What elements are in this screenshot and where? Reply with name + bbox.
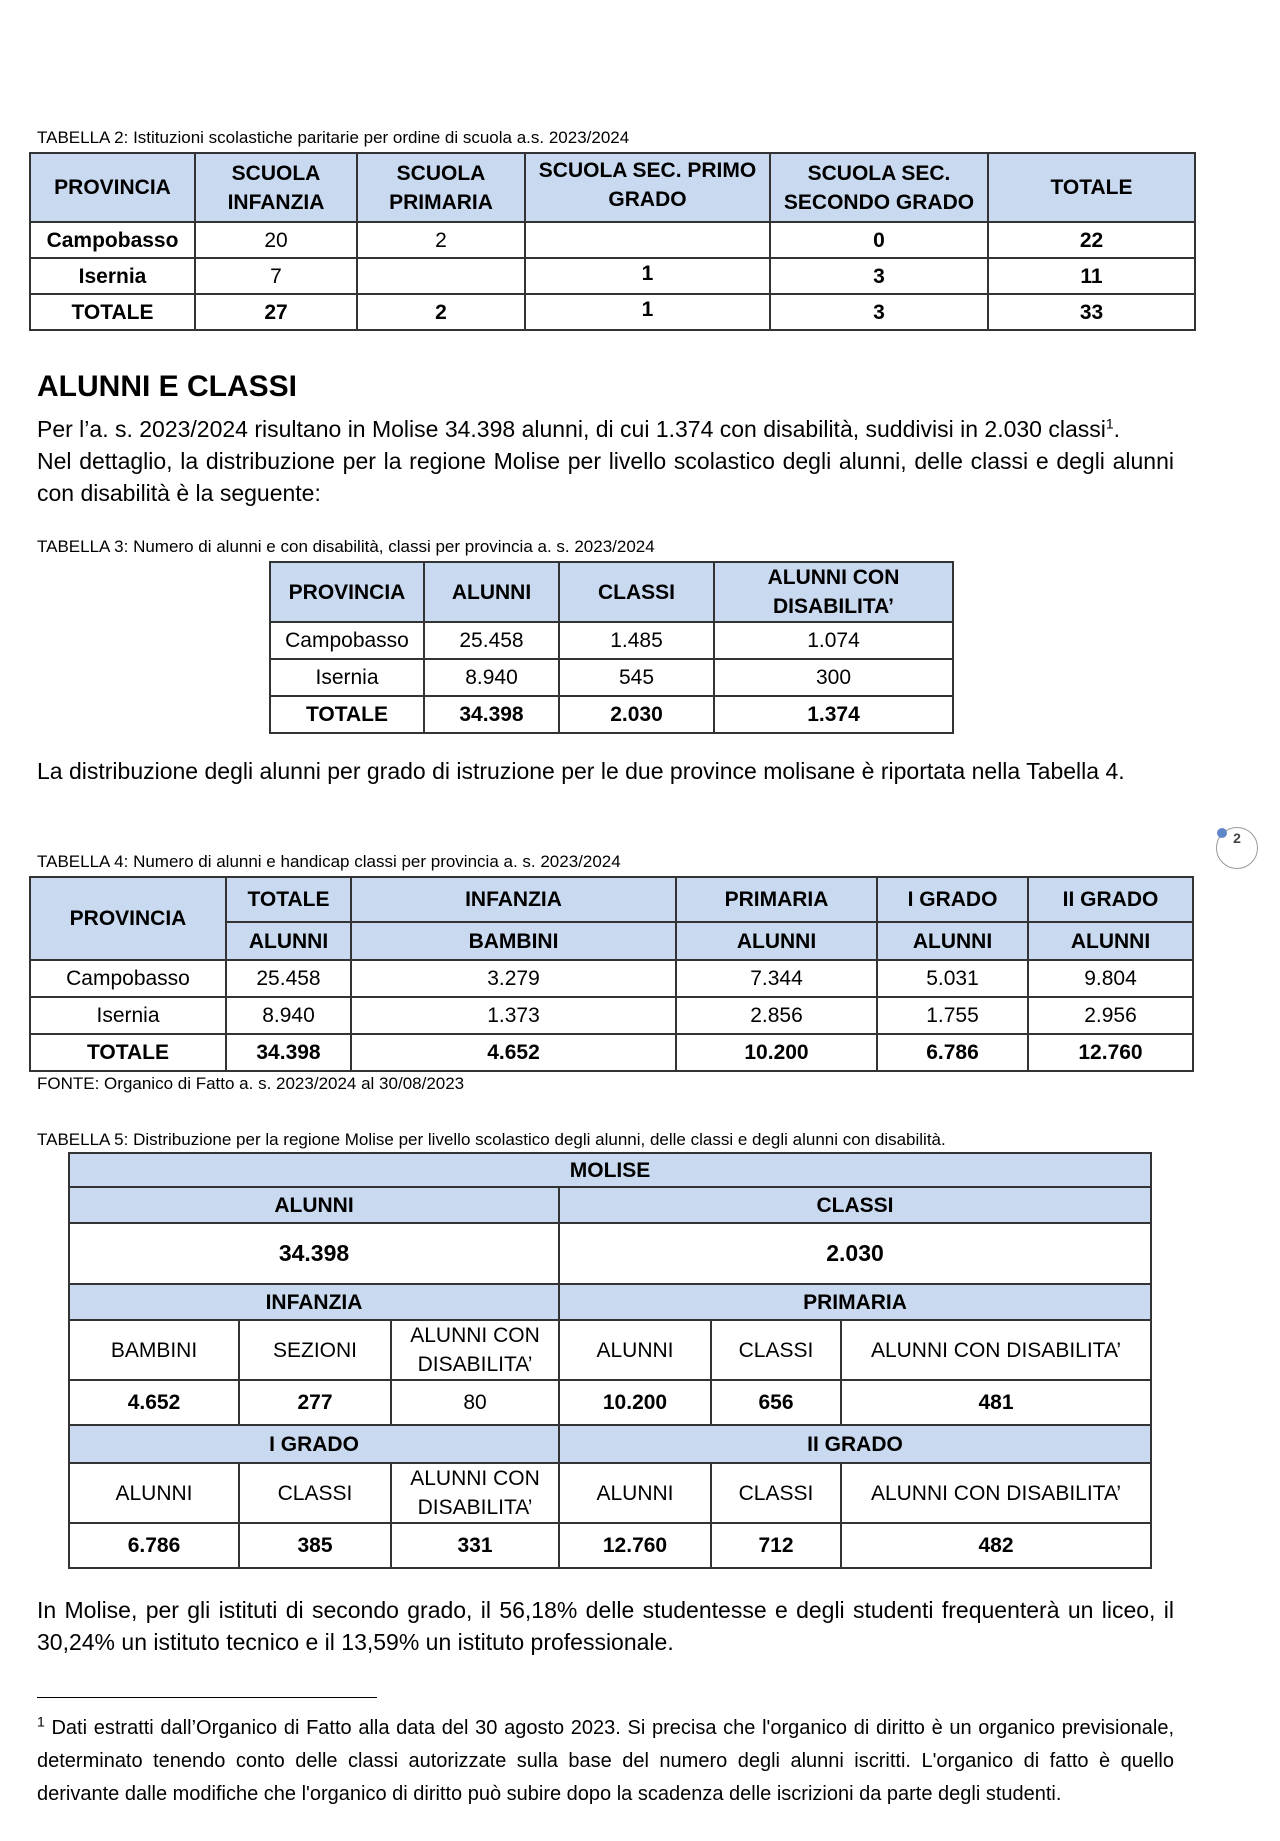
table-cell: 3 [770, 294, 988, 330]
table-cell: CLASSI [711, 1463, 841, 1523]
table-cell: 277 [239, 1380, 391, 1425]
table-cell: 12.760 [1028, 1034, 1193, 1071]
table-cell: 80 [391, 1380, 559, 1425]
table-label-row [69, 1320, 1151, 1380]
col-header: TOTALE [226, 877, 351, 922]
col-header: II GRADO [1028, 877, 1193, 922]
table-cell: 482 [841, 1523, 1151, 1568]
table-cell: 25.458 [226, 960, 351, 997]
table-cell: ALUNNI [69, 1463, 239, 1523]
section-header-primaria: PRIMARIA [559, 1284, 1151, 1320]
table-cell: 1.374 [714, 696, 953, 733]
intro-text-2: Nel dettaglio, la distribuzione per la regione Molise per livello scolastico degli alunni, delle classi e degli alunni con disabilità è la seguente: [37, 448, 1174, 506]
table-cell: 545 [559, 659, 714, 696]
table-cell: 656 [711, 1380, 841, 1425]
table-cell: 1 [525, 294, 770, 330]
table-cell: 2.956 [1028, 997, 1193, 1034]
intro-paragraph [37, 413, 1174, 509]
table2 [29, 152, 1196, 331]
intro-text-end: . [1113, 416, 1121, 442]
table-cell: CLASSI [711, 1320, 841, 1380]
table-cell: 8.940 [424, 659, 559, 696]
table-cell: 27 [195, 294, 357, 330]
table4-caption: TABELLA 4: Numero di alunni e handicap classi per provincia a. s. 2023/2024 [37, 852, 621, 871]
table-cell [357, 258, 525, 294]
col-subheader: ALUNNI [226, 922, 351, 960]
table-cell: 1.755 [877, 997, 1028, 1034]
col-header: PROVINCIA [30, 877, 226, 960]
col-header: I GRADO [877, 877, 1028, 922]
col-subheader: ALUNNI [1028, 922, 1193, 960]
footnote [37, 1712, 1174, 1811]
table-cell: 5.031 [877, 960, 1028, 997]
table-cell: 3 [770, 258, 988, 294]
table-cell: ALUNNI CON DISABILITA’ [841, 1320, 1151, 1380]
col-header: SCUOLA PRIMARIA [357, 153, 525, 222]
table-cell: 25.458 [424, 622, 559, 659]
table-cell: 1 [525, 258, 770, 294]
table-cell: 4.652 [69, 1380, 239, 1425]
col-header: PROVINCIA [270, 562, 424, 622]
table-cell: 6.786 [69, 1523, 239, 1568]
table-cell: 20 [195, 222, 357, 258]
table-cell: ALUNNI CON DISABILITA’ [391, 1320, 559, 1380]
closing-paragraph: In Molise, per gli istituti di secondo grado, il 56,18% delle studentesse e degli studenti frequenterà un liceo, il 30,24% un istituto tecnico e il 13,59% un istituto professionale. [37, 1597, 1174, 1655]
col-header: INFANZIA [351, 877, 676, 922]
table4-intro: La distribuzione degli alunni per grado di istruzione per le due province molisane è riportata nella Tabella 4. [37, 758, 1125, 784]
table-header-row [270, 562, 953, 622]
section-header-iigrado: II GRADO [559, 1425, 1151, 1463]
table-header-row [69, 1425, 1151, 1463]
table-cell: BAMBINI [69, 1320, 239, 1380]
table-cell: 331 [391, 1523, 559, 1568]
col-header: SCUOLA SEC. PRIMO GRADO [525, 153, 770, 222]
table-cell: 9.804 [1028, 960, 1193, 997]
table-cell: 481 [841, 1380, 1151, 1425]
table5 [68, 1152, 1152, 1569]
table-cell: Campobasso [30, 222, 195, 258]
table-cell: 2.856 [676, 997, 877, 1034]
table-header-row [30, 877, 1193, 922]
table-row [30, 997, 1193, 1034]
page-dot-icon [1217, 828, 1227, 838]
table-cell: ALUNNI CON DISABILITA’ [841, 1463, 1151, 1523]
table-cell: Isernia [270, 659, 424, 696]
col-header: TOTALE [988, 153, 1195, 222]
table-cell: Isernia [30, 997, 226, 1034]
table-cell: 3.279 [351, 960, 676, 997]
table-row [30, 1034, 1193, 1071]
section-header-infanzia: INFANZIA [69, 1284, 559, 1320]
col-header: ALUNNI [424, 562, 559, 622]
table-cell: TOTALE [30, 1034, 226, 1071]
table-cell: ALUNNI CON DISABILITA’ [391, 1463, 559, 1523]
table-cell: 2 [357, 222, 525, 258]
footnote-text: Dati estratti dall’Organico di Fatto alla data del 30 agosto 2023. Si precisa che l'organico di diritto è un organico previsionale, determinato tenendo conto delle classi autorizzate sulla base del numero degli alunni iscritti. L'organico di fatto è quello derivante dalle modifiche che l'organico di diritto può subire dopo la scadenza delle iscrizioni da parte degli studenti. [37, 1717, 1174, 1805]
footnote-ref: 1 [1105, 415, 1114, 432]
table-title-row [69, 1153, 1151, 1187]
footnote-marker: 1 [37, 1713, 45, 1730]
table4 [29, 876, 1194, 1072]
table-row [69, 1380, 1151, 1425]
table-row [270, 659, 953, 696]
table3-caption: TABELLA 3: Numero di alunni e con disabilità, classi per provincia a. s. 2023/2024 [37, 537, 655, 556]
table-cell: 8.940 [226, 997, 351, 1034]
col-subheader: BAMBINI [351, 922, 676, 960]
table-cell: 10.200 [676, 1034, 877, 1071]
table-cell: SEZIONI [239, 1320, 391, 1380]
table-cell: Campobasso [270, 622, 424, 659]
table-cell: ALUNNI [559, 1320, 711, 1380]
table-title: MOLISE [69, 1153, 1151, 1187]
alunni-value: 34.398 [69, 1223, 559, 1284]
table-cell: 6.786 [877, 1034, 1028, 1071]
footnote-separator [37, 1697, 377, 1698]
table-cell: 1.485 [559, 622, 714, 659]
table-row [270, 622, 953, 659]
section-header-igrado: I GRADO [69, 1425, 559, 1463]
table-row [69, 1523, 1151, 1568]
table-cell: 12.760 [559, 1523, 711, 1568]
col-subheader: ALUNNI [877, 922, 1028, 960]
table-row [30, 294, 1195, 330]
intro-text: Per l’a. s. 2023/2024 risultano in Molise 34.398 alunni, di cui 1.374 con disabilità, suddivisi in 2.030 classi [37, 416, 1106, 442]
table-row [30, 222, 1195, 258]
table-cell: CLASSI [239, 1463, 391, 1523]
table-header-row [69, 1284, 1151, 1320]
table5-caption: TABELLA 5: Distribuzione per la regione Molise per livello scolastico degli alunni, delle classi e degli alunni con disabilità. [37, 1130, 946, 1149]
col-header: SCUOLA SEC. SECONDO GRADO [770, 153, 988, 222]
col-header: CLASSI [559, 562, 714, 622]
col-header: PRIMARIA [676, 877, 877, 922]
table-label-row [69, 1463, 1151, 1523]
table-cell: 10.200 [559, 1380, 711, 1425]
table-cell: ALUNNI [559, 1463, 711, 1523]
table-cell: 2 [357, 294, 525, 330]
table-cell: 7 [195, 258, 357, 294]
table-cell: 712 [711, 1523, 841, 1568]
table-cell: 22 [988, 222, 1195, 258]
table-row [30, 258, 1195, 294]
classi-value: 2.030 [559, 1223, 1151, 1284]
table-cell: 33 [988, 294, 1195, 330]
table-row [69, 1223, 1151, 1284]
table-cell: TOTALE [30, 294, 195, 330]
table-header-row [30, 153, 1195, 222]
table-cell: Campobasso [30, 960, 226, 997]
table-cell: TOTALE [270, 696, 424, 733]
page-number-badge [1216, 827, 1258, 869]
table4-source: FONTE: Organico di Fatto a. s. 2023/2024 al 30/08/2023 [37, 1074, 465, 1093]
page-number: 2 [1233, 830, 1241, 846]
table-cell: 300 [714, 659, 953, 696]
table-cell: 34.398 [424, 696, 559, 733]
col-subheader: ALUNNI [676, 922, 877, 960]
table-cell: 385 [239, 1523, 391, 1568]
table-cell [525, 222, 770, 258]
table-cell: 2.030 [559, 696, 714, 733]
col-header: PROVINCIA [30, 153, 195, 222]
col-header: ALUNNI CON DISABILITA’ [714, 562, 953, 622]
table3 [269, 561, 954, 734]
table-cell: Isernia [30, 258, 195, 294]
table-row [270, 696, 953, 733]
table-row [30, 960, 1193, 997]
table-cell: 4.652 [351, 1034, 676, 1071]
col-header: ALUNNI [69, 1187, 559, 1223]
table-cell: 0 [770, 222, 988, 258]
table-cell: 1.074 [714, 622, 953, 659]
table-cell: 11 [988, 258, 1195, 294]
table-header-row [69, 1187, 1151, 1223]
section-title: ALUNNI E CLASSI [37, 370, 298, 403]
table-cell: 7.344 [676, 960, 877, 997]
col-header: SCUOLA INFANZIA [195, 153, 357, 222]
table-cell: 34.398 [226, 1034, 351, 1071]
table2-caption: TABELLA 2: Istituzioni scolastiche paritarie per ordine di scuola a.s. 2023/2024 [37, 128, 630, 147]
table-cell: 1.373 [351, 997, 676, 1034]
col-header: CLASSI [559, 1187, 1151, 1223]
